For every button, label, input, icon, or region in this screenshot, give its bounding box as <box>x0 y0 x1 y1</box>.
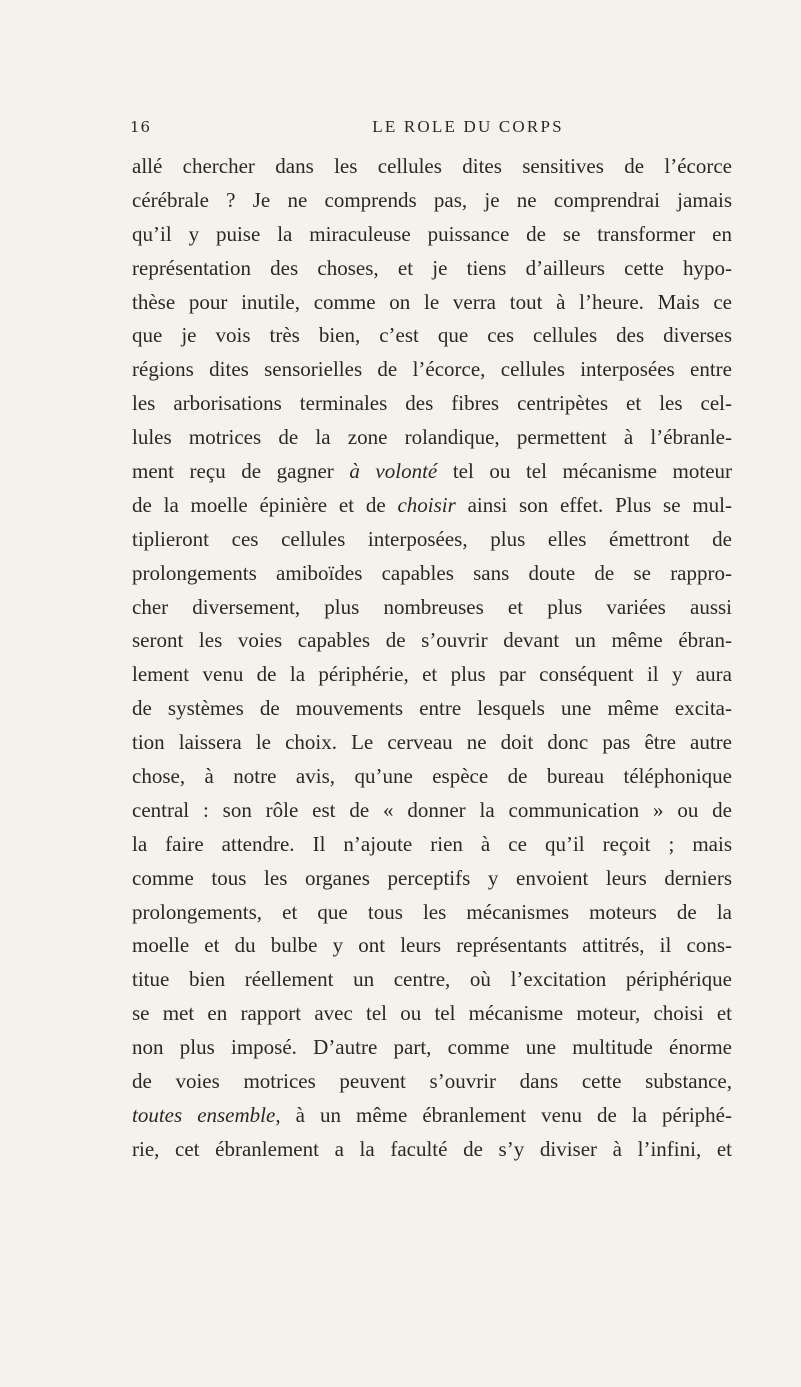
text-line: tion laissera le choix. Le cerveau ne doit donc pas être autre <box>132 730 732 755</box>
text-line: représentation des choses, et je tiens d’ailleurs cette hypo- <box>132 255 732 280</box>
text-fragment: tel ou tel mécanisme moteur <box>437 459 733 484</box>
text-line: non plus imposé. D’autre part, comme une multitude énorme <box>132 1035 732 1060</box>
text-line: prolongements, et que tous les mécanismes moteurs de la <box>132 899 732 924</box>
text-line: central : son rôle est de « donner la communication » ou de <box>132 797 732 822</box>
text-line: titue bien réellement un centre, où l’excitation périphérique <box>132 967 732 992</box>
text-line: lules motrices de la zone rolandique, permettent à l’ébranle- <box>132 425 732 450</box>
text-line: thèse pour inutile, comme on le verra tout à l’heure. Mais ce <box>132 289 732 314</box>
running-head <box>130 118 730 144</box>
text-line: cher diversement, plus nombreuses et plus variées aussi <box>132 594 732 619</box>
text-line: prolongements amiboïdes capables sans doute de se rappro- <box>132 560 732 585</box>
italic-fragment: à volonté <box>349 459 438 484</box>
body-text <box>132 150 732 1167</box>
text-line: cérébrale ? Je ne comprends pas, je ne comprendrai jamais <box>132 187 732 212</box>
running-title: LE ROLE DU CORPS <box>372 117 564 136</box>
italic-fragment: choisir <box>397 492 456 517</box>
text-line: lement venu de la périphérie, et plus par conséquent il y aura <box>132 662 732 687</box>
text-line: chose, à notre avis, qu’une espèce de bureau téléphonique <box>132 764 732 789</box>
text-fragment: , à un même ébranlement venu de la périphé- <box>275 1102 732 1127</box>
text-line: se met en rapport avec tel ou tel mécanisme moteur, choisi et <box>132 1001 732 1026</box>
text-fragment: de la moelle épinière et de <box>132 492 398 517</box>
text-line: que je vois très bien, c’est que ces cellules des diverses <box>132 323 732 348</box>
text-line: seront les voies capables de s’ouvrir devant un même ébran- <box>132 628 732 653</box>
text-line: de voies motrices peuvent s’ouvrir dans cette substance, <box>132 1069 732 1094</box>
text-line: la faire attendre. Il n’ajoute rien à ce qu’il reçoit ; mais <box>132 831 732 856</box>
text-fragment: ainsi son effet. Plus se mul- <box>455 492 732 517</box>
text-line: régions dites sensorielles de l’écorce, cellules interposées entre <box>132 357 732 382</box>
text-line: comme tous les organes perceptifs y envoient leurs derniers <box>132 865 732 890</box>
text-line <box>132 1099 732 1133</box>
text-fragment: ment reçu de gagner <box>132 459 350 484</box>
page-number: 16 <box>130 118 152 136</box>
text-line: qu’il y puise la miraculeuse puissance de se transformer en <box>132 221 732 246</box>
text-line: rie, cet ébranlement a la faculté de s’y diviser à l’infini, et <box>132 1136 732 1161</box>
text-line: les arborisations terminales des fibres centripètes et les cel- <box>132 391 732 416</box>
text-line: tiplieront ces cellules interposées, plus elles émettront de <box>132 526 732 551</box>
text-line: moelle et du bulbe y ont leurs représentants attitrés, il cons- <box>132 933 732 958</box>
text-line <box>132 489 732 523</box>
text-line: allé chercher dans les cellules dites sensitives de l’écorce <box>132 154 732 178</box>
text-line: de systèmes de mouvements entre lesquels une même excita- <box>132 696 732 721</box>
italic-fragment: toutes ensemble <box>132 1102 276 1127</box>
text-line <box>132 455 732 489</box>
